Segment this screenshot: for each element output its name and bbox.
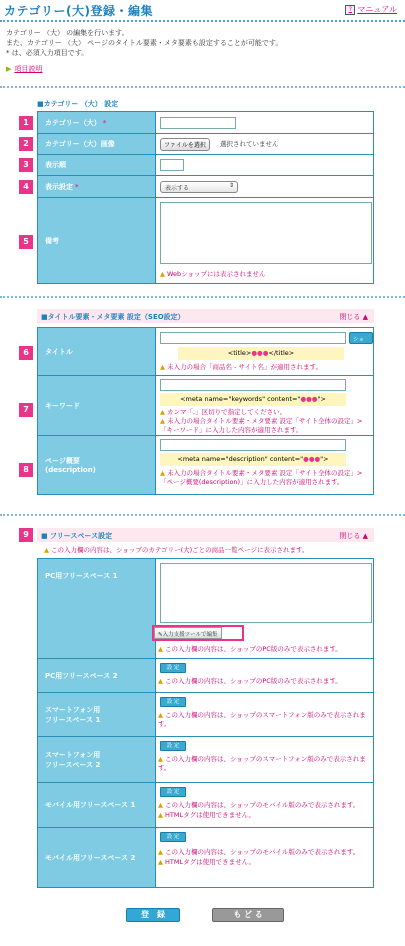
help-link-label: 項目説明 [14,65,43,73]
table-row [38,176,373,198]
title-note: ▲ 未入力の場合「商品名 - サイト名」が適用されます。 [160,363,323,371]
row-number: 5 [19,235,33,249]
remarks-note: ▲ Webショップには表示されません [160,270,266,278]
field-label: カテゴリー（大）画像 [38,134,156,154]
section-header-freespace: ■ フリースペース設定 閉じる ▲ [37,528,374,542]
edit-icon: ✎ [158,632,163,638]
row-number: 3 [19,158,33,172]
add-shop-name-button[interactable]: ショップ名を追加 [349,332,373,344]
table-row [38,112,373,134]
keywords-meta-preview: <meta name="keywords" content="●●●"> [160,393,346,406]
field-label: スマートフォン用 フリースペース 1 [38,693,156,736]
row-number: 1 [19,116,33,130]
category-settings-table [37,111,374,284]
mobile-note: ▲ この入力欄の内容は、ショップのモバイル版のみで表示されます。 [158,848,360,856]
row-number: 6 [19,346,33,360]
register-button[interactable]: 登 録 [126,908,180,922]
category-name-input[interactable] [160,117,236,129]
pc-freespace1-textarea[interactable] [160,563,372,623]
field-label: 表示順 [38,155,156,175]
select-arrow-icon: ⇕ [228,182,234,189]
file-select-button[interactable]: ファイルを選択 [160,138,210,151]
field-label: PC用フリースペース 1 [38,559,156,658]
description-meta-preview: <meta name="description" content="●●●"> [160,453,346,466]
field-label: モバイル用フリースペース 2 [38,828,156,887]
smartphone-note: ▲ この入力欄の内容は、ショップのスマートフォン版のみで表示されます。 [158,711,366,728]
table-row [38,436,373,494]
set-button[interactable]: 設 定 [160,741,186,751]
input-assist-tool-button[interactable]: ✎入力支援ツールで編集 [154,627,222,639]
seo-settings-table [37,327,374,495]
table-row [38,376,373,436]
row-number: 2 [19,137,33,151]
pc-note: ▲ この入力欄の内容は、ショップのPC版のみで表示されます。 [158,677,342,685]
field-label: ページ概要 (description) [38,436,156,494]
page-title: カテゴリー(大)登録・編集 [4,4,153,18]
row-number: 8 [19,463,33,477]
close-seo-link[interactable]: 閉じる ▲ [339,313,368,321]
keywords-note: ▲ 未入力の場合タイトル要素・メタ要素 設定「サイト全体の設定」>「キーワード」に入力した内容が適用されます。 [160,417,363,434]
table-row [38,134,373,155]
title-input[interactable] [160,332,346,344]
mobile-note: ▲ この入力欄の内容は、ショップのモバイル版のみで表示されます。 [158,801,360,809]
warning-icon: ▲ [44,546,49,554]
table-row [38,559,373,659]
manual-icon: ? [345,5,355,15]
mobile-note: ▲ HTMLタグは使用できません。 [158,811,255,819]
field-label: PC用フリースペース 2 [38,659,156,692]
table-row [38,155,373,176]
description-input[interactable] [160,439,346,451]
manual-label: マニュアル [357,5,397,14]
warning-icon: ▲ [160,270,165,278]
close-freespace-link[interactable]: 閉じる ▲ [339,532,368,540]
row-number: 7 [19,403,33,417]
arrow-icon: ▶ [6,65,12,73]
field-label: モバイル用フリースペース 1 [38,783,156,827]
intro-line: * は、必須入力項目です。 [6,49,89,57]
freespace-note: ▲ この入力欄の内容は、ショップのカテゴリー(大)ごとの商品一覧ページに表示されます。 [44,546,309,554]
table-row [38,198,373,283]
display-order-input[interactable] [160,159,184,171]
field-label: 表示設定 * [38,176,156,197]
manual-link[interactable] [345,4,397,15]
file-status: 選択されていません [220,140,279,148]
set-button[interactable]: 設 定 [160,832,186,842]
table-row [38,328,373,376]
section-header-seo: ■タイトル要素・メタ要素 設定（SEO設定） 閉じる ▲ [37,309,374,323]
field-label: キーワード [38,376,156,435]
set-button[interactable]: 設 定 [160,787,186,797]
table-row [38,693,373,737]
keywords-input[interactable] [160,379,346,391]
field-label: カテゴリー（大） * [38,112,156,133]
table-row [38,828,373,887]
intro-text [6,28,282,58]
divider [0,86,405,88]
title-divider [0,20,405,22]
keywords-note: ▲ カンマ「,」区切りで指定してください。 [160,408,287,416]
pc-note: ▲ この入力欄の内容は、ショップのPC版のみで表示されます。 [158,645,342,653]
table-row [38,659,373,693]
back-button[interactable]: も ど る [212,908,284,922]
intro-line: また、カテゴリー （大） ページのタイトル要素・メタ要素も設定することが可能です。 [6,39,283,47]
mobile-note: ▲ HTMLタグは使用できません。 [158,858,255,866]
display-setting-select[interactable]: 表示する ⇕ [160,181,238,193]
smartphone-note: ▲ この入力欄の内容は、ショップのスマートフォン版のみで表示されます。 [158,755,366,772]
row-number: 9 [19,528,33,542]
freespace-table [37,558,374,888]
divider [0,296,405,298]
section-title-category: ■カテゴリー （大） 設定 [37,100,119,108]
help-link[interactable] [6,64,42,74]
field-label: スマートフォン用 フリースペース 2 [38,737,156,782]
set-button[interactable]: 設 定 [160,663,186,673]
set-button[interactable]: 設 定 [160,697,186,707]
divider [0,514,405,516]
remarks-textarea[interactable] [160,202,372,264]
table-row [38,783,373,828]
intro-line: カテゴリー （大） の編集を行います。 [6,29,129,37]
title-meta-preview: <title>●●●</title> [178,347,344,360]
description-note: ▲ 未入力の場合タイトル要素・メタ要素 設定「サイト全体の設定」>「ページ概要(description)」に入力した内容が適用されます。 [160,469,363,486]
field-label: タイトル [38,328,156,375]
row-number: 4 [19,180,33,194]
field-label: 備考 [38,198,156,283]
table-row [38,737,373,783]
